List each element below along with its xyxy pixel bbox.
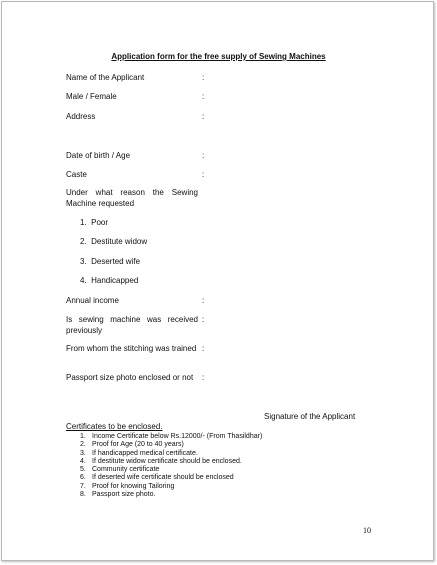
- colon: :: [202, 344, 205, 353]
- field-date-of-birth: Date of birth / Age: [66, 151, 131, 160]
- colon: :: [202, 92, 205, 101]
- list-text: Proof for knowing Tailoring: [92, 482, 175, 490]
- field-reason: Under what reason the Sewing Machine requested: [66, 188, 198, 208]
- list-number: 3.: [80, 449, 86, 457]
- list-number: 5.: [80, 466, 86, 474]
- colon: :: [202, 73, 205, 82]
- form-title: Application form for the free supply of Sewing Machines: [111, 52, 326, 61]
- list-number: 1.: [80, 433, 86, 440]
- reason-label: Handicapped: [91, 276, 139, 285]
- list-text: If destitute widow certificate should be enclosed.: [92, 457, 242, 465]
- field-annual-income: Annual income: [66, 296, 119, 305]
- list-text: Community certificate: [92, 466, 160, 474]
- page-number: 10: [363, 526, 371, 535]
- list-text: Passport size photo.: [92, 491, 156, 499]
- list-number: 4.: [80, 457, 86, 465]
- colon: :: [202, 170, 205, 179]
- list-item: [80, 483, 262, 491]
- list-number: 8.: [80, 491, 86, 499]
- list-item: [80, 441, 262, 449]
- list-text: Income Certificate below Rs.12000/- (From Thasildhar): [92, 433, 263, 440]
- reason-item: [80, 257, 140, 268]
- list-number: 2.: [80, 441, 86, 449]
- list-item: [80, 433, 262, 441]
- certificates-list: [80, 433, 262, 499]
- signature-label: Signature of the Applicant: [264, 412, 356, 421]
- field-gender: Male / Female: [66, 92, 117, 101]
- field-passport-photo: Passport size photo enclosed or not: [66, 373, 194, 382]
- colon: :: [202, 151, 205, 160]
- list-number: 7.: [80, 482, 86, 490]
- reason-label: Deserted wife: [91, 257, 141, 266]
- list-text: Proof for Age (20 to 40 years): [92, 441, 184, 449]
- list-item: [80, 474, 262, 482]
- reason-number: 2.: [80, 237, 87, 246]
- reason-item: [80, 276, 138, 287]
- colon: :: [202, 112, 205, 121]
- list-item: [80, 491, 262, 499]
- colon: :: [202, 296, 205, 305]
- colon: :: [202, 373, 205, 382]
- list-number: 6.: [80, 474, 86, 482]
- list-item: [80, 450, 262, 458]
- reason-item: [80, 237, 147, 248]
- list-text: If handicapped medical certificate.: [92, 449, 198, 457]
- reason-number: 4.: [80, 276, 87, 285]
- reason-item: [80, 218, 108, 229]
- list-item: [80, 458, 262, 466]
- field-stitching-trainer: From whom the stitching was trained: [66, 344, 197, 353]
- field-address: Address: [66, 112, 96, 121]
- list-text: If deserted wife certificate should be enclosed: [92, 474, 234, 482]
- field-received-previously: Is sewing machine was received previously: [66, 315, 198, 335]
- colon: :: [202, 315, 205, 324]
- document-page: [1, 1, 434, 561]
- list-item: [80, 466, 262, 474]
- reason-number: 3.: [80, 257, 87, 266]
- field-caste: Caste: [66, 170, 87, 179]
- reason-label: Poor: [91, 218, 109, 227]
- field-applicant-name: Name of the Applicant: [66, 73, 145, 82]
- reason-number: 1.: [80, 218, 87, 227]
- certificates-heading: Certificates to be enclosed.: [66, 422, 163, 431]
- reason-label: Destitute widow: [91, 237, 148, 246]
